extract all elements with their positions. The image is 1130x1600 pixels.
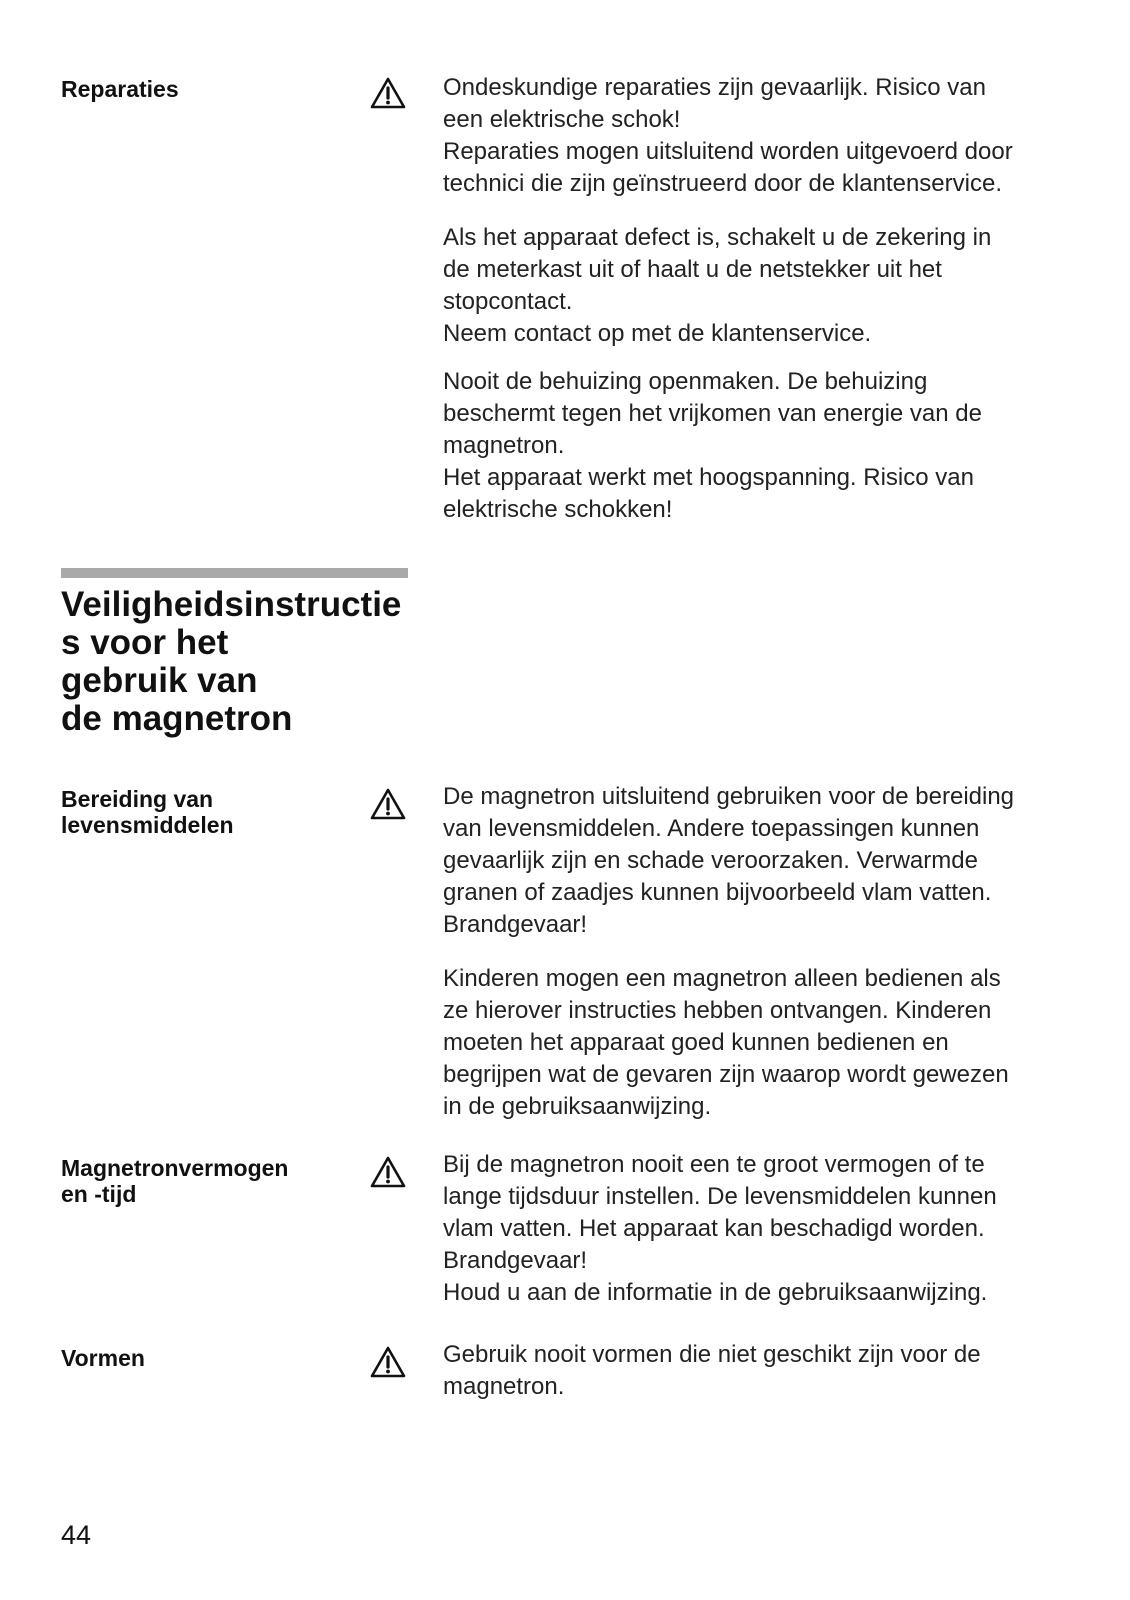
text-line: Ondeskundige reparaties zijn gevaarlijk. Risico van	[443, 74, 986, 101]
text-line: Brandgevaar!	[443, 911, 588, 938]
text-line: Als het apparaat defect is, schakelt u de zekering in	[443, 224, 992, 251]
label-line: Reparaties	[61, 76, 179, 102]
text-line: lange tijdsduur instellen. De levensmiddelen kunnen	[443, 1183, 997, 1210]
text-line: vlam vatten. Het apparaat kan beschadigd worden.	[443, 1215, 985, 1242]
label-line: Bereiding van	[61, 786, 214, 812]
text-line: Nooit de behuizing openmaken. De behuizing	[443, 368, 928, 395]
heading-line: gebruik van	[61, 661, 258, 700]
text-line: granen of zaadjes kunnen bijvoorbeeld vlam vatten.	[443, 879, 992, 906]
paragraph	[443, 963, 1083, 1123]
text-line: Het apparaat werkt met hoogspanning. Risico van	[443, 464, 974, 491]
text-line: Neem contact op met de klantenservice.	[443, 320, 872, 347]
heading-line: Veiligheidsinstructie	[61, 585, 402, 624]
text-line: Brandgevaar!	[443, 1247, 588, 1274]
section-label-reparaties	[61, 76, 341, 102]
text-line: ze hierover instructies hebben ontvangen. Kinderen	[443, 997, 992, 1024]
section-label-vormen	[61, 1345, 341, 1371]
paragraph	[443, 1339, 1083, 1403]
text-line: magnetron.	[443, 1373, 565, 1400]
paragraph	[443, 781, 1083, 941]
paragraph	[443, 72, 1083, 200]
text-line: De magnetron uitsluitend gebruiken voor de bereiding	[443, 783, 1015, 810]
text-line: moeten het apparaat goed kunnen bedienen en	[443, 1029, 949, 1056]
label-line: levensmiddelen	[61, 812, 234, 838]
heading-line: de magnetron	[61, 699, 293, 738]
text-line: Bij de magnetron nooit een te groot vermogen of te	[443, 1151, 985, 1178]
text-line: Houd u aan de informatie in de gebruiksaanwijzing.	[443, 1279, 988, 1306]
text-line: de meterkast uit of haalt u de netstekker uit het	[443, 256, 942, 283]
paragraph	[443, 1149, 1083, 1309]
text-line: magnetron.	[443, 432, 565, 459]
text-line: begrijpen wat de gevaren zijn waarop wordt gewezen	[443, 1061, 1009, 1088]
section-heading	[61, 586, 431, 738]
paragraph	[443, 222, 1083, 350]
heading-line: s voor het	[61, 623, 229, 662]
warning-triangle-icon	[369, 1345, 407, 1379]
text-line: een elektrische schok!	[443, 106, 681, 133]
section-label-bereiding	[61, 786, 341, 838]
warning-triangle-icon	[369, 787, 407, 821]
text-line: Kinderen mogen een magnetron alleen bedienen als	[443, 965, 1001, 992]
paragraph	[443, 366, 1083, 526]
text-line: beschermt tegen het vrijkomen van energie van de	[443, 400, 982, 427]
label-line: Magnetronvermogen	[61, 1155, 289, 1181]
label-line: Vormen	[61, 1345, 145, 1371]
page-number: 44	[61, 1520, 92, 1550]
text-line: elektrische schokken!	[443, 496, 673, 523]
warning-triangle-icon	[369, 76, 407, 110]
text-line: technici die zijn geïnstrueerd door de klantenservice.	[443, 170, 1002, 197]
warning-triangle-icon	[369, 1155, 407, 1189]
text-line: Gebruik nooit vormen die niet geschikt zijn voor de	[443, 1341, 981, 1368]
text-line: gevaarlijk zijn en schade veroorzaken. Verwarmde	[443, 847, 978, 874]
text-line: Reparaties mogen uitsluitend worden uitgevoerd door	[443, 138, 1013, 165]
section-divider	[61, 568, 408, 578]
text-line: van levensmiddelen. Andere toepassingen kunnen	[443, 815, 980, 842]
text-line: in de gebruiksaanwijzing.	[443, 1093, 712, 1120]
text-line: stopcontact.	[443, 288, 573, 315]
section-label-magnetronvermogen	[61, 1155, 341, 1207]
label-line: en -tijd	[61, 1181, 137, 1207]
